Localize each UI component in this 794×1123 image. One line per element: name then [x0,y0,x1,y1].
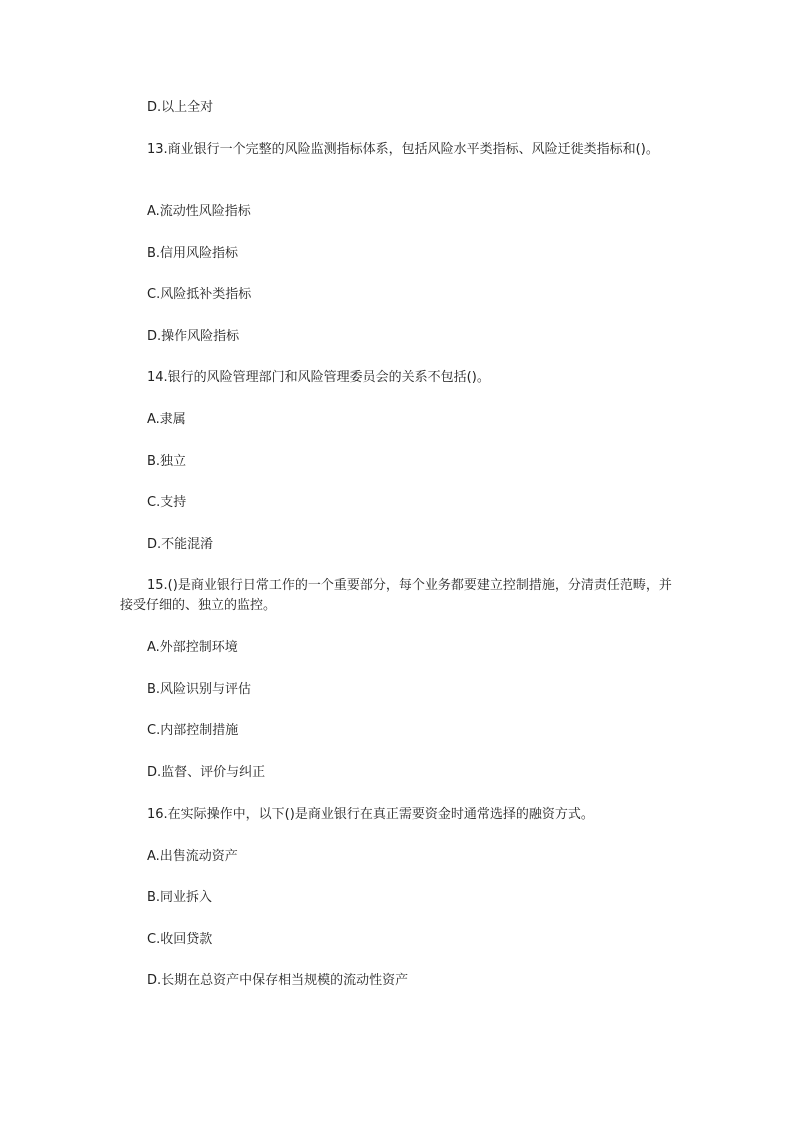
q15-option-a: A.外部控制环境 [147,640,238,655]
q15-stem: 15.()是商业银行日常工作的一个重要部分，每个业务都要建立控制措施，分清责任范畴，并接受仔细的、独立的监控。 [120,578,672,613]
q14-option-d: D.不能混淆 [147,537,214,552]
q14-stem: 14.银行的风险管理部门和风险管理委员会的关系不包括()。 [147,370,490,385]
q15-option-b: B.风险识别与评估 [147,682,252,697]
q14-option-b: B.独立 [147,454,187,469]
q13-option-b: B.信用风险指标 [147,246,239,261]
q16-option-b: B.同业拆入 [147,890,213,905]
q13-option-d: D.操作风险指标 [147,329,240,344]
q13-stem: 13.商业银行一个完整的风险监测指标体系，包括风险水平类指标、风险迁徙类指标和()。 [147,142,659,157]
q15-option-c: C.内部控制措施 [147,723,239,738]
q16-option-c: C.收回贷款 [147,932,213,947]
q16-option-d: D.长期在总资产中保存相当规模的流动性资产 [147,973,409,988]
q13-option-c: C.风险抵补类指标 [147,287,252,302]
q12-option-d: D.以上全对 [147,100,214,115]
q16-option-a: A.出售流动资产 [147,849,238,864]
q14-option-a: A.隶属 [147,412,186,427]
q15-option-d: D.监督、评价与纠正 [147,765,266,780]
q13-option-a: A.流动性风险指标 [147,204,251,219]
q16-stem: 16.在实际操作中，以下()是商业银行在真正需要资金时通常选择的融资方式。 [147,807,594,822]
q14-option-c: C.支持 [147,495,187,510]
